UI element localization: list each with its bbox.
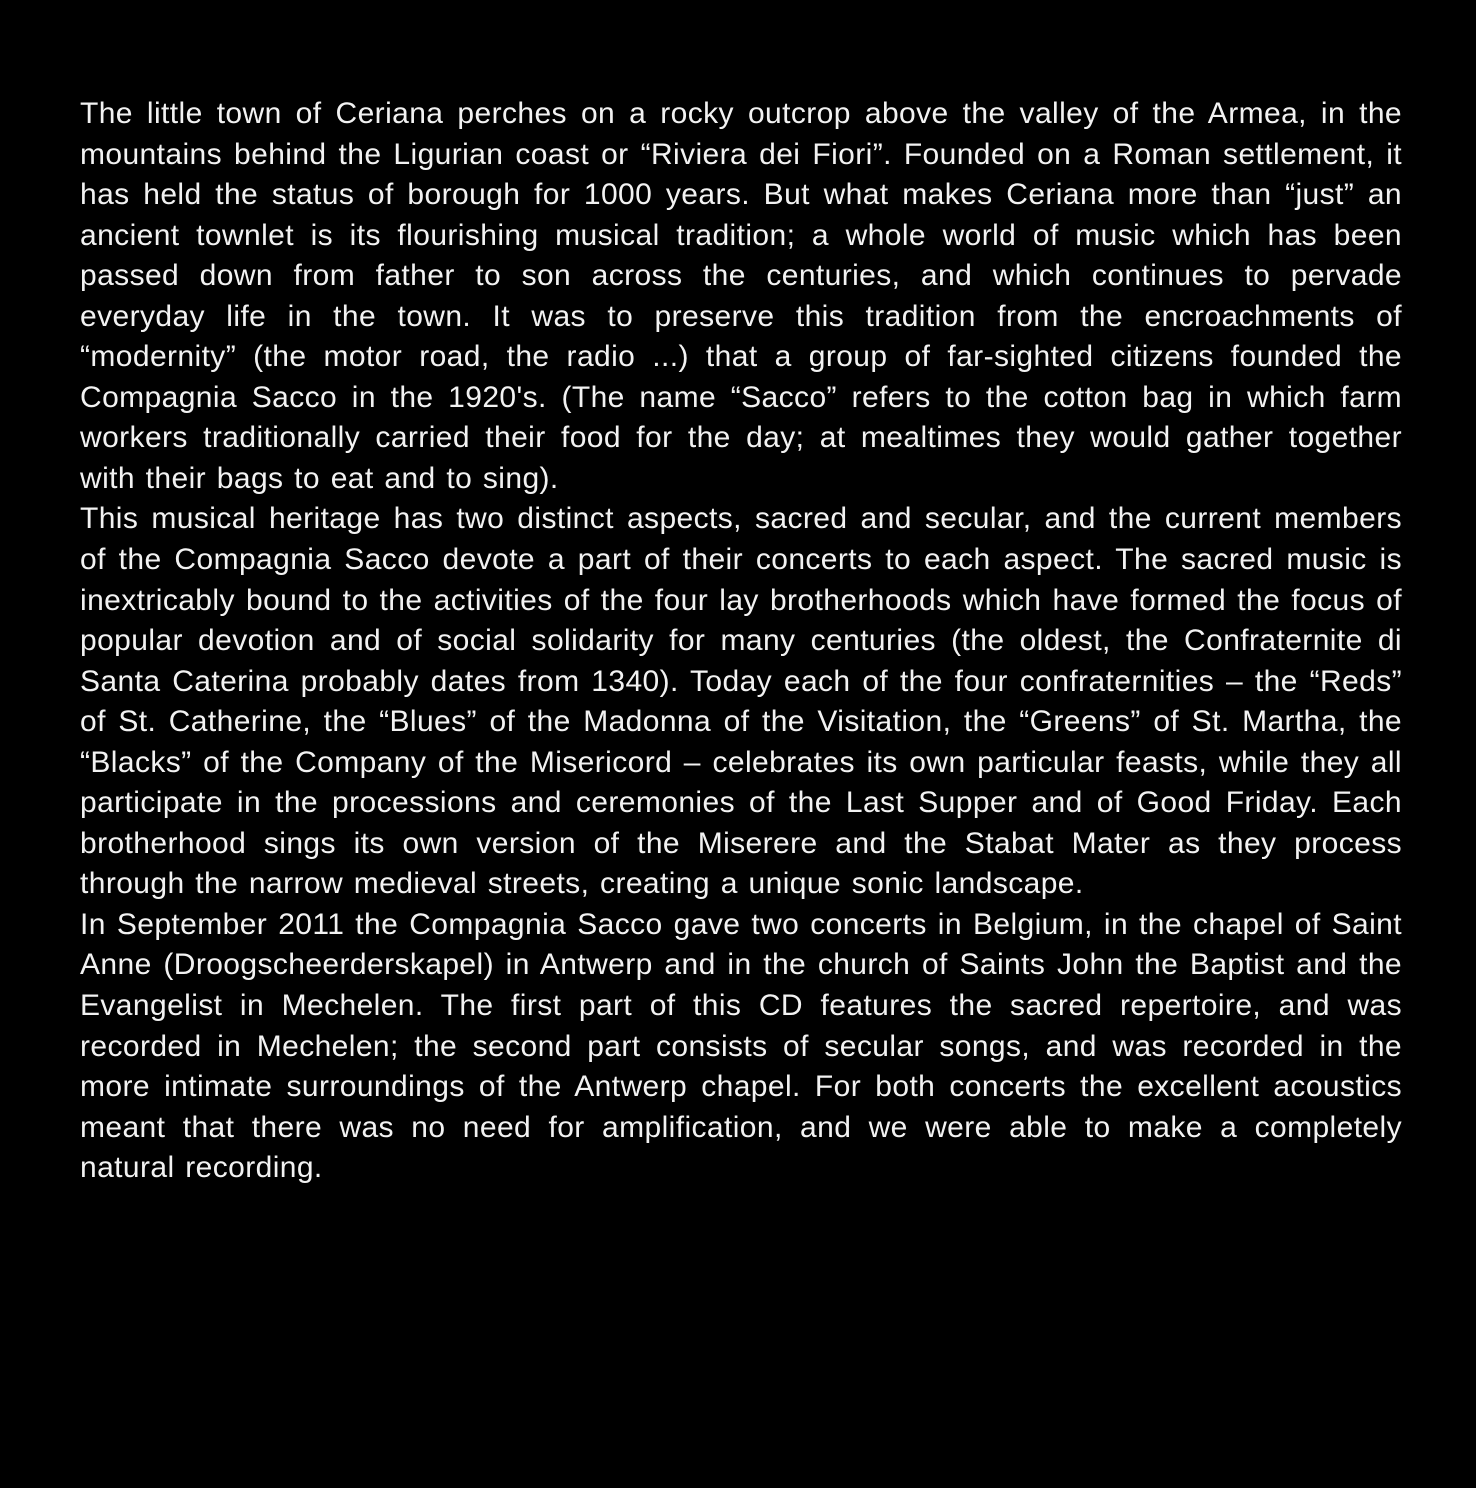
liner-notes-text <box>80 94 1402 1189</box>
paragraph-musical-heritage: This musical heritage has two distinct aspects, sacred and secular, and the current members of the Compagnia Sacco devote a part of their concerts to each aspect. The sacred music is inextricably bound to the activities of the four lay brotherhoods which have formed the focus of popular devotion and of social solidarity for many centuries (the oldest, the Confraternite di Santa Caterina probably dates from 1340). Today each of the four confraternities – the “Reds” of St. Catherine, the “Blues” of the Madonna of the Visitation, the “Greens” of St. Martha, the “Blacks” of the Company of the Misericord – celebrates its own particular feasts, while they all participate in the processions and ceremonies of the Last Supper and of Good Friday. Each brotherhood sings its own version of the Miserere and the Stabat Mater as they process through the narrow medieval streets, creating a unique sonic landscape. <box>80 502 1402 901</box>
paragraph-ceriana-intro: The little town of Ceriana perches on a rocky outcrop above the valley of the Armea, in the mountains behind the Ligurian coast or “Riviera dei Fiori”. Founded on a Roman settlement, it has held the status of borough for 1000 years. But what makes Ceriana more than “just” an ancient townlet is its flourishing musical tradition; a whole world of music which has been passed down from father to son across the centuries, and which continues to pervade everyday life in the town. It was to preserve this tradition from the encroachments of “modernity” (the motor road, the radio ...) that a group of far-sighted citizens founded the Compagnia Sacco in the 1920's. (The name “Sacco” refers to the cotton bag in which farm workers traditionally carried their food for the day; at mealtimes they would gather together with their bags to eat and to sing). <box>80 97 1402 495</box>
paragraph-recording-info: In September 2011 the Compagnia Sacco gave two concerts in Belgium, in the chapel of Saint Anne (Droogscheerderskapel) in Antwerp and in the church of Saints John the Baptist and the Evangelist in Mechelen. The first part of this CD features the sacred repertoire, and was recorded in Mechelen; the second part consists of secular songs, and was recorded in the more intimate surroundings of the Antwerp chapel. For both concerts the excellent acoustics meant that there was no need for amplification, and we were able to make a completely natural recording. <box>80 907 1402 1185</box>
